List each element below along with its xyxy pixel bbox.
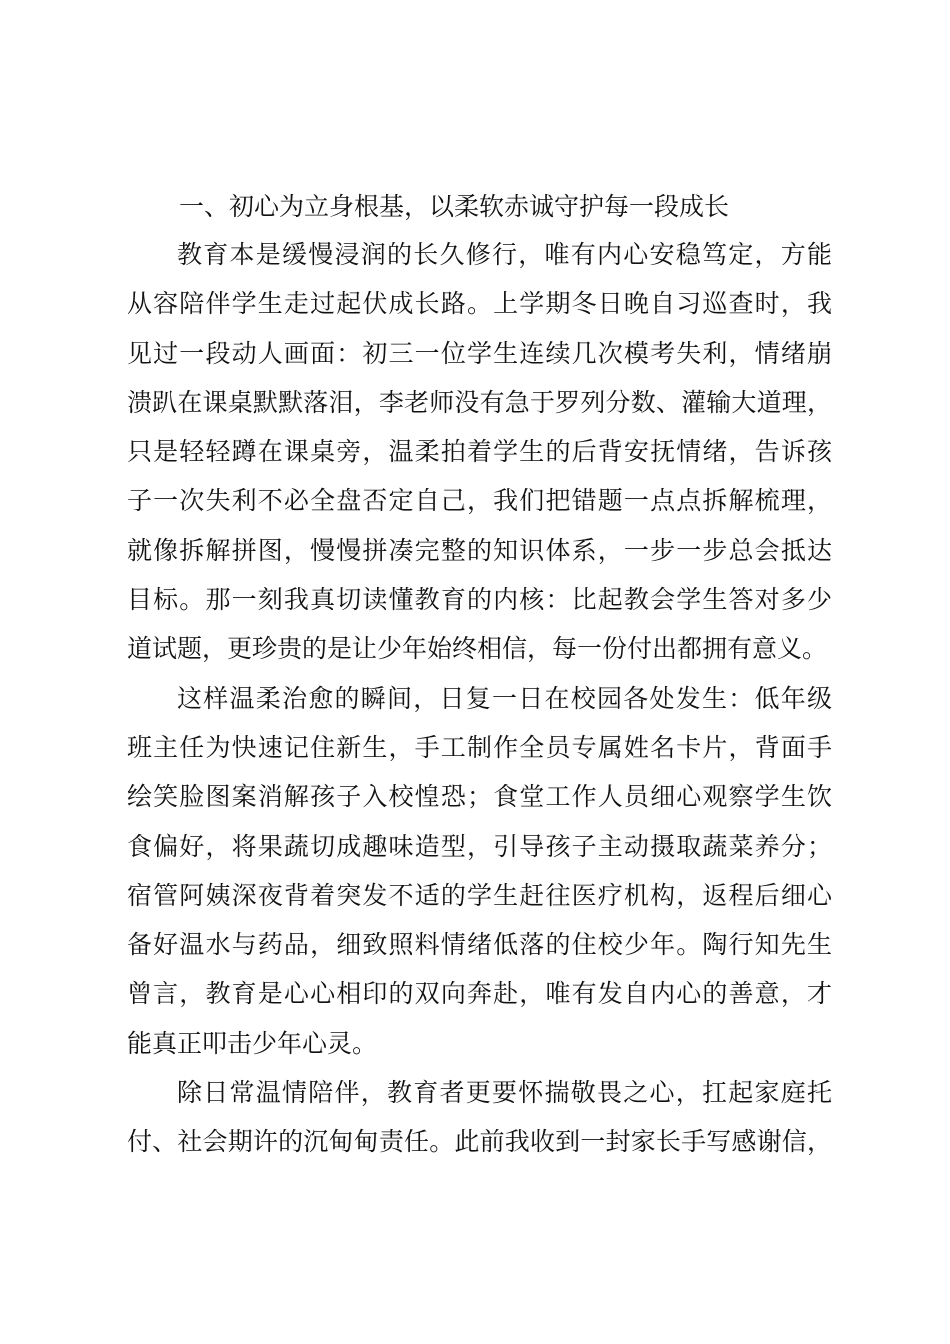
document-body xyxy=(127,184,832,1167)
paragraph-line: 备好温水与药品，细致照料情绪低落的住校少年。陶行知先生 xyxy=(127,930,832,960)
paragraph-line: 从容陪伴学生走过起伏成长路。上学期冬日晚自习巡查时，我 xyxy=(127,289,832,319)
paragraph-line: 这样温柔治愈的瞬间，日复一日在校园各处发生：低年级 xyxy=(177,683,832,713)
paragraph-line: 付、社会期许的沉甸甸责任。此前我收到一封家长手写感谢信， xyxy=(127,1127,832,1157)
paragraph-line: 就像拆解拼图，慢慢拼凑完整的知识体系，一步一步总会抵达 xyxy=(127,535,832,565)
paragraph-line: 曾言，教育是心心相印的双向奔赴，唯有发自内心的善意，才 xyxy=(127,979,832,1009)
section-heading: 一、初心为立身根基，以柔软赤诚守护每一段成长 xyxy=(179,192,730,221)
paragraph-line: 道试题，更珍贵的是让少年始终相信，每一份付出都拥有意义。 xyxy=(127,634,828,664)
paragraph-line: 溃趴在课桌默默落泪，李老师没有急于罗列分数、灌输大道理， xyxy=(127,387,832,417)
paragraph-line: 见过一段动人画面：初三一位学生连续几次模考失利，情绪崩 xyxy=(127,338,832,368)
paragraph-line: 班主任为快速记住新生，手工制作全员专属姓名卡片，背面手 xyxy=(127,732,832,762)
paragraph-line: 子一次失利不必全盘否定自己，我们把错题一点点拆解梳理， xyxy=(127,486,832,516)
paragraph-line: 除日常温情陪伴，教育者更要怀揣敬畏之心，扛起家庭托 xyxy=(177,1078,832,1108)
paragraph-line: 绘笑脸图案消解孩子入校惶恐；食堂工作人员细心观察学生饮 xyxy=(127,782,832,812)
paragraph-line: 只是轻轻蹲在课桌旁，温柔拍着学生的后背安抚情绪，告诉孩 xyxy=(127,437,832,467)
paragraph-line: 教育本是缓慢浸润的长久修行，唯有内心安稳笃定，方能 xyxy=(177,240,832,269)
paragraph-line: 宿管阿姨深夜背着突发不适的学生赶往医疗机构，返程后细心 xyxy=(127,880,832,910)
paragraph-line: 目标。那一刻我真切读懂教育的内核：比起教会学生答对多少 xyxy=(127,585,832,615)
paragraph-1 xyxy=(127,230,832,674)
paragraph-line: 食偏好，将果蔬切成趣味造型，引导孩子主动摄取蔬菜养分； xyxy=(127,831,832,861)
paragraph-3 xyxy=(127,1068,832,1167)
paragraph-line: 能真正叩击少年心灵。 xyxy=(127,1028,378,1058)
paragraph-2 xyxy=(127,674,832,1068)
